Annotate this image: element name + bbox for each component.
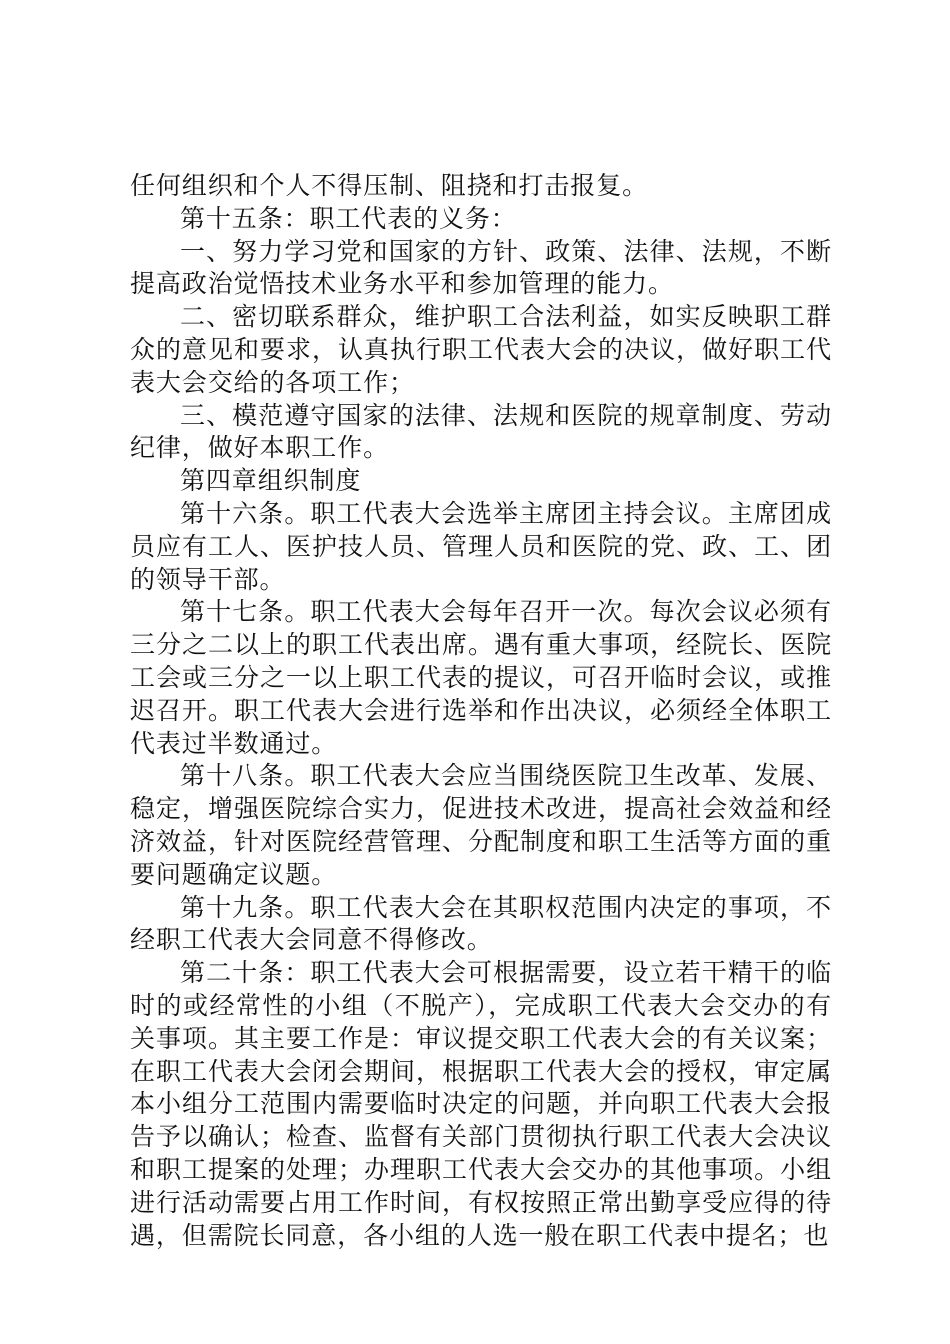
paragraph-continuation: 任何组织和个人不得压制、阻挠和打击报复。 — [130, 171, 649, 200]
article-20: 第二十条：职工代表大会可根据需要，设立若干精干的临时的或经常性的小组（不脱产），完成职工代表大会交办的有关事项。其主要工作是：审议提交职工代表大会的有关议案；在职工代表大会闭会期间，根据职工代表大会的授权，审定属本小组分工范围内需要临时决定的问题，并向职工代表大会报告予以确认；检查、监督有关部门贯彻执行职工代表大会决议和职工提案的处理；办理职工代表大会交办的其他事项。小组进行活动需要占用工作时间，有权按照正常出勤享受应得的待遇，但需院长同意，各小组的人选一般在职工代表中提名；也 — [130, 958, 832, 1250]
article-19: 第十九条。职工代表大会在其职权范围内决定的事项，不经职工代表大会同意不得修改。 — [130, 892, 832, 955]
chapter-4-heading: 第四章组织制度 — [180, 466, 362, 496]
document-body — [130, 170, 832, 1252]
duty-item-3: 三、模范遵守国家的法律、法规和医院的规章制度、劳动纪律，做好本职工作。 — [130, 400, 832, 463]
article-16: 第十六条。职工代表大会选举主席团主持会议。主席团成员应有工人、医护技人员、管理人员和医院的党、政、工、团的领导干部。 — [130, 498, 832, 594]
duty-item-2: 二、密切联系群众，维护职工合法利益，如实反映职工群众的意见和要求，认真执行职工代表大会的决议，做好职工代表大会交给的各项工作； — [130, 302, 832, 397]
duty-item-1: 一、努力学习党和国家的方针、政策、法律、法规，不断提高政治觉悟技术业务水平和参加管理的能力。 — [130, 236, 832, 299]
article-18: 第十八条。职工代表大会应当围绕医院卫生改革、发展、稳定，增强医院综合实力，促进技术改进，提高社会效益和经济效益，针对医院经营管理、分配制度和职工生活等方面的重要问题确定议题。 — [130, 761, 832, 889]
article-17: 第十七条。职工代表大会每年召开一次。每次会议必须有三分之二以上的职工代表出席。遇有重大事项，经院长、医院工会或三分之一以上职工代表的提议，可召开临时会议，或推迟召开。职工代表大会进行选举和作出决议，必须经全体职工代表过半数通过。 — [130, 597, 832, 758]
article-15-heading: 第十五条：职工代表的义务： — [180, 203, 517, 233]
